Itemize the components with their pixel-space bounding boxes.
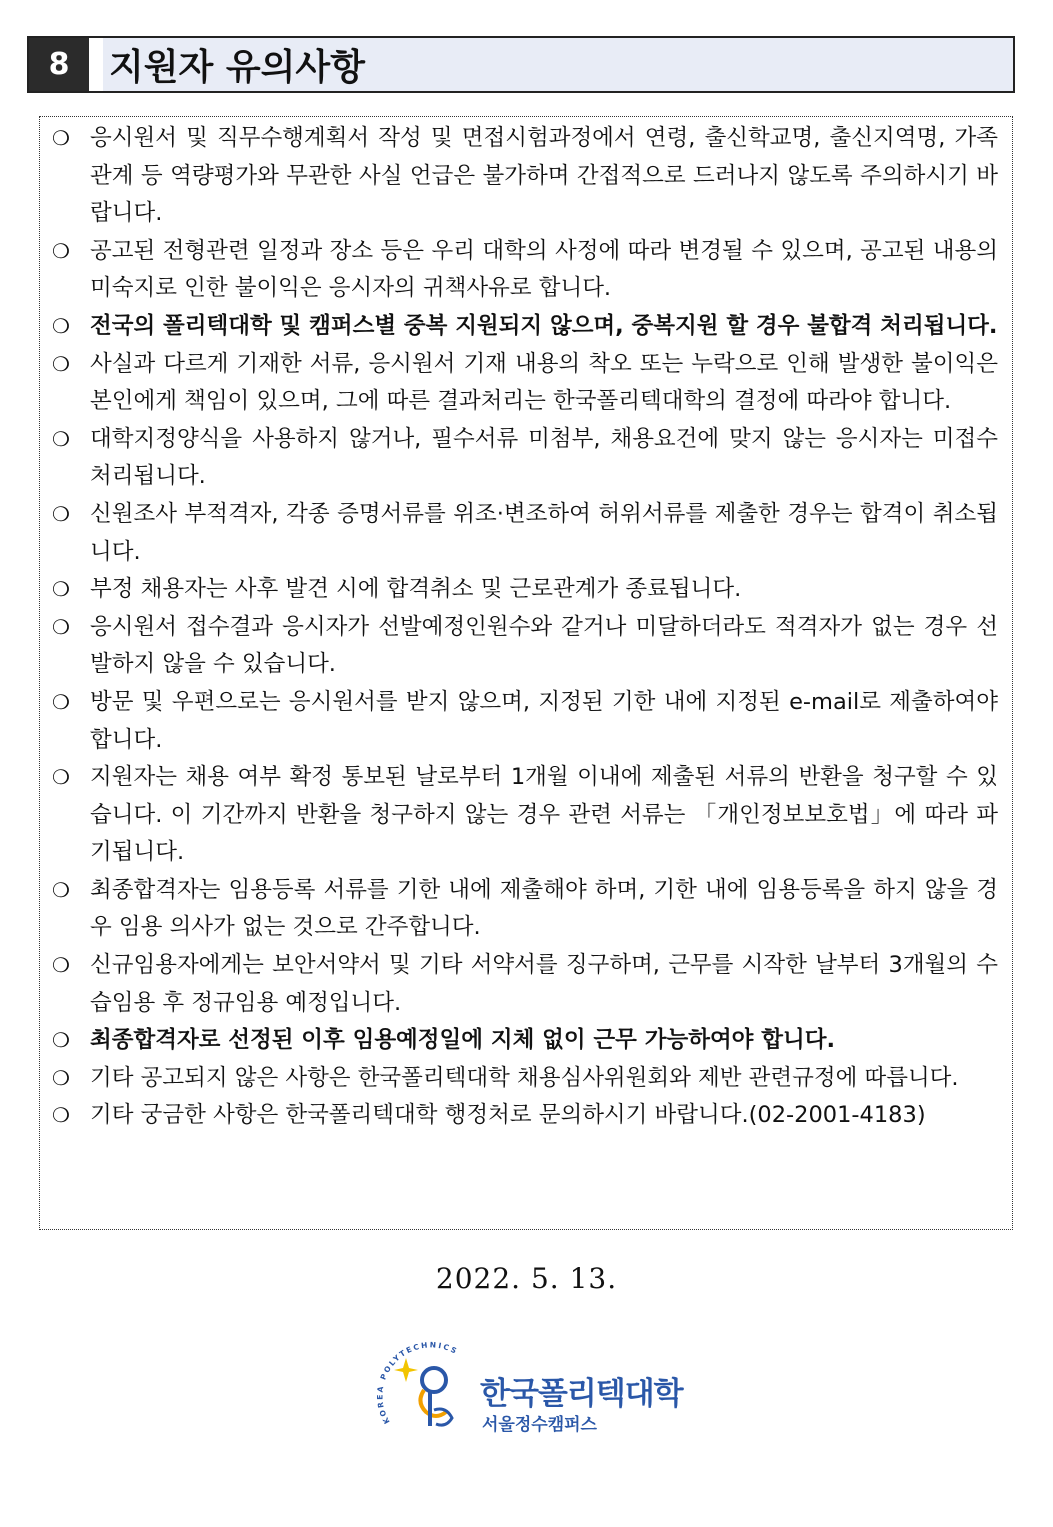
notice-date: 2022. 5. 13. xyxy=(435,1262,618,1295)
notice-item xyxy=(52,1022,998,1060)
bullet-icon: ❍ xyxy=(52,953,70,978)
notice-item xyxy=(52,1060,998,1098)
notice-text: 신규임용자에게는 보안서약서 및 기타 서약서를 징구하며, 근무를 시작한 날부터 3개월의 수습임용 후 정규임용 예정입니다. xyxy=(90,952,998,1016)
section-title: 지원자 유의사항 xyxy=(89,38,1013,91)
bullet-icon: ❍ xyxy=(52,126,70,150)
notice-item xyxy=(52,496,998,571)
notice-list xyxy=(39,116,1013,1230)
bullet-icon: ❍ xyxy=(52,426,70,451)
notice-text: 신원조사 부적격자, 각종 증명서류를 위조·변조하여 허위서류를 제출한 경우는 합격이 취소됩니다. xyxy=(90,500,998,565)
bullet-icon: ❍ xyxy=(52,1103,70,1128)
bullet-icon: ❍ xyxy=(52,877,70,902)
section-header xyxy=(27,36,1015,93)
college-logo xyxy=(372,1330,692,1440)
notice-item xyxy=(52,233,998,308)
notice-item xyxy=(52,609,998,684)
notice-text: 지원자는 채용 여부 확정 통보된 날로부터 1개월 이내에 제출된 서류의 반환을 청구할 수 있습니다. 이 기간까지 반환을 청구하지 않는 경우 관련 서류는 「개인정보보호법」에 따라 파기됩니다. xyxy=(90,764,998,866)
polytechnics-emblem-icon xyxy=(372,1330,482,1440)
notice-item xyxy=(52,1097,998,1135)
notice-item xyxy=(52,872,998,947)
logo-campus-name: 서울정수캠퍼스 xyxy=(482,1415,597,1435)
bullet-icon: ❍ xyxy=(52,614,70,639)
notice-item xyxy=(52,947,998,1022)
notice-item xyxy=(52,308,998,346)
notice-text: 공고된 전형관련 일정과 장소 등은 우리 대학의 사정에 따라 변경될 수 있으며, 공고된 내용의 미숙지로 인한 불이익은 응시자의 귀책사유로 합니다. xyxy=(90,237,998,302)
logo-college-name: 한국폴리텍대학 xyxy=(480,1376,683,1412)
bullet-icon: ❍ xyxy=(52,689,70,714)
notice-item xyxy=(52,759,998,872)
notice-text: 부정 채용자는 사후 발견 시에 합격취소 및 근로관계가 종료됩니다. xyxy=(90,576,742,603)
notice-text: 기타 공고되지 않은 사항은 한국폴리텍대학 채용심사위원회와 제반 관련규정에 따릅니다. xyxy=(90,1064,959,1091)
logo-ring-text: KOREA POLYTECHNICS xyxy=(375,1340,460,1426)
bullet-icon: ❍ xyxy=(52,313,70,338)
bullet-icon: ❍ xyxy=(52,577,70,602)
section-number: 8 xyxy=(29,38,89,91)
notice-item xyxy=(52,120,998,233)
notice-text: 방문 및 우편으로는 응시원서를 받지 않으며, 지정된 기한 내에 지정된 e-mail로 제출하여야 합니다. xyxy=(90,688,998,753)
notice-text: 최종합격자는 임용등록 서류를 기한 내에 제출해야 하며, 기한 내에 임용등록을 하지 않을 경우 임용 의사가 없는 것으로 간주합니다. xyxy=(90,876,998,941)
notice-item xyxy=(52,421,998,496)
notice-item xyxy=(52,684,998,759)
notice-text: 최종합격자로 선정된 이후 임용예정일에 지체 없이 근무 가능하여야 합니다. xyxy=(90,1027,835,1054)
bullet-icon: ❍ xyxy=(52,351,70,376)
notice-item xyxy=(52,571,998,609)
bullet-icon: ❍ xyxy=(52,765,70,790)
notice-text: 전국의 폴리텍대학 및 캠퍼스별 중복 지원되지 않으며, 중복지원 할 경우 불합격 처리됩니다. xyxy=(90,312,998,339)
bullet-icon: ❍ xyxy=(52,1065,70,1090)
notice-text: 대학지정양식을 사용하지 않거나, 필수서류 미첨부, 채용요건에 맞지 않는 응시자는 미접수 처리됩니다. xyxy=(90,425,998,490)
notice-item xyxy=(52,346,998,421)
notice-text: 사실과 다르게 기재한 서류, 응시원서 기재 내용의 착오 또는 누락으로 인해 발생한 불이익은 본인에게 책임이 있으며, 그에 따른 결과처리는 한국폴리텍대학의 결정에 따라야 합니다. xyxy=(90,350,998,415)
bullet-icon: ❍ xyxy=(52,238,70,263)
notice-text: 기타 궁금한 사항은 한국폴리텍대학 행정처로 문의하시기 바랍니다.(02-2001-4183) xyxy=(90,1102,926,1129)
notice-text: 응시원서 접수결과 응시자가 선발예정인원수와 같거나 미달하더라도 적격자가 없는 경우 선발하지 않을 수 있습니다. xyxy=(90,613,998,678)
bullet-icon: ❍ xyxy=(52,501,70,526)
bullet-icon: ❍ xyxy=(52,1028,70,1053)
notice-text: 응시원서 및 직무수행계획서 작성 및 면접시험과정에서 연령, 출신학교명, 출신지역명, 가족관계 등 역량평가와 무관한 사실 언급은 불가하며 간접적으로 드러나지 않도록 주의하시기 바랍니다. xyxy=(90,125,998,227)
